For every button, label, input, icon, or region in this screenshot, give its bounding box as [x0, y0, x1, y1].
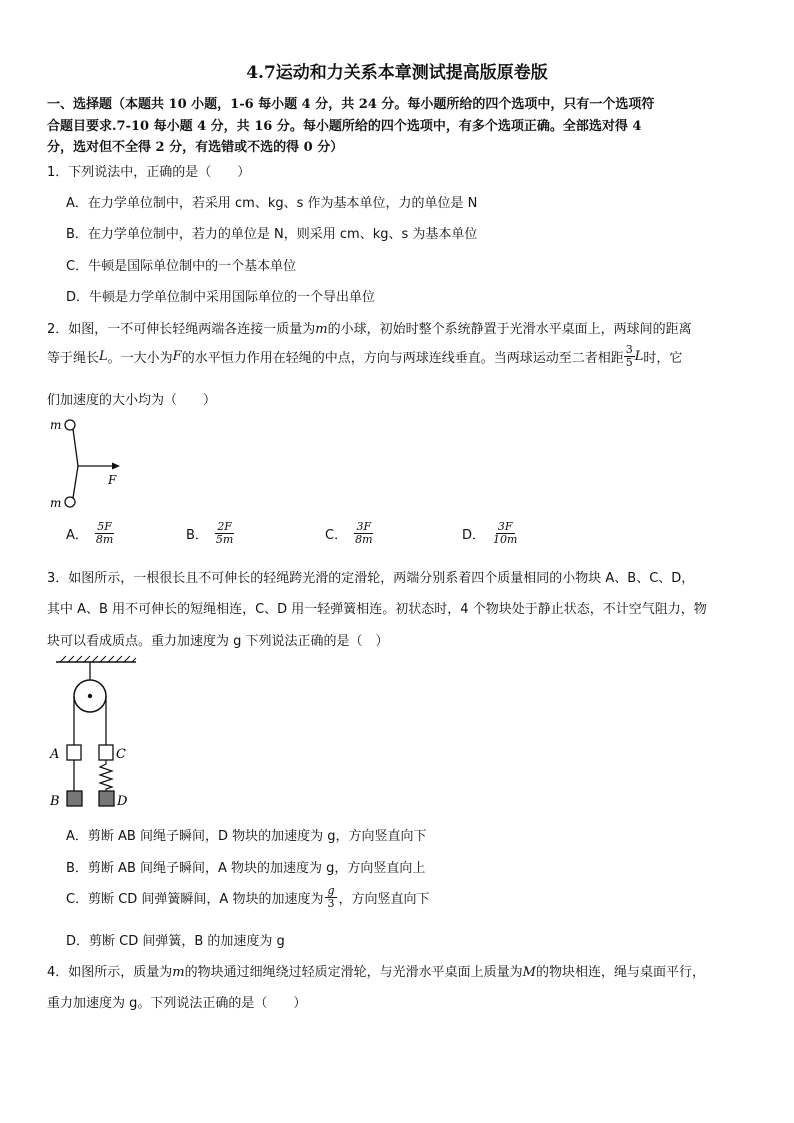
q3c-text: ，方向竖直向下 [338, 892, 430, 907]
q2-text: 的水平恒力作用在轻绳的中点，方向与两球连线垂直。当两球运动至二者相距 [181, 351, 624, 366]
q4-line-2: 重力加速度为 g。下列说法正确的是（ ） [47, 996, 307, 1011]
option-fraction [353, 521, 374, 546]
block-a [67, 745, 81, 760]
rope-upper [73, 429, 78, 466]
q4-text: 的物块相连，绳与桌面平行， [535, 965, 705, 980]
label-c: C [116, 747, 126, 762]
var-m: m [172, 965, 185, 980]
q3c-text: C．剪断 CD 间弹簧瞬间，A 物块的加速度为 [66, 892, 324, 907]
ball-top [65, 420, 75, 430]
var-m: m [315, 322, 328, 337]
q2-option-b [186, 521, 235, 546]
q3-line-2: 其中 A、B 用不可伸长的短绳相连，C、D 用一轻弹簧相连。初状态时，4 个物块处于静止状态，不计空气阻力，物 [47, 602, 707, 617]
q3-option-b: B．剪断 AB 间绳子瞬间，A 物块的加速度为 g，方向竖直向上 [66, 861, 426, 876]
option-fraction [94, 521, 115, 546]
var-L: L [99, 349, 108, 364]
label-b: B [50, 794, 60, 809]
label-m-bottom: m [50, 496, 62, 510]
option-label: D． [462, 528, 486, 543]
force-arrow-head [112, 463, 120, 470]
q1-option-d: D．牛顿是力学单位制中采用国际单位的一个导出单位 [66, 290, 376, 305]
q3-line-1: 3．如图所示，一根很长且不可伸长的轻绳跨光滑的定滑轮，两端分别系着四个质量相同的小物块 A、B、C、D， [47, 571, 695, 586]
q3-figure [44, 652, 144, 812]
label-d: D [117, 794, 128, 809]
spring-cd [100, 760, 112, 791]
option-label: C． [325, 528, 348, 543]
ball-bottom [65, 497, 75, 507]
q2-line-3: 们加速度的大小均为（ ） [47, 393, 217, 408]
q4-line-1 [47, 961, 705, 980]
q1-option-c: C．牛顿是国际单位制中的一个基本单位 [66, 259, 297, 274]
ceiling-hatch [60, 656, 136, 662]
var-F: F [172, 349, 182, 364]
q3-option-d: D．剪断 CD 间弹簧，B 的加速度为 g [66, 934, 285, 949]
pulley-axle [88, 694, 92, 698]
frac-den: 5m [215, 533, 234, 546]
q2-option-d [462, 521, 519, 546]
option-fraction [491, 521, 519, 546]
q4-text: 的物块通过细绳绕过轻质定滑轮，与光滑水平桌面上质量为 [184, 965, 523, 980]
option-fraction [214, 521, 235, 546]
fraction-3-5 [624, 344, 635, 369]
block-d [99, 791, 114, 806]
q2-line-1 [47, 318, 692, 337]
q2-text: 。一大小为 [107, 351, 173, 366]
q3-option-a: A．剪断 AB 间绳子瞬间，D 物块的加速度为 g，方向竖直向下 [66, 829, 427, 844]
q2-figure [44, 414, 134, 512]
frac-num: 3 [625, 343, 633, 356]
page-title: 4.7运动和力关系本章测试提高版原卷版 [246, 63, 548, 83]
option-label: A． [66, 528, 88, 543]
q2-text: 等于绳长 [47, 351, 100, 366]
q1-option-b: B．在力学单位制中，若力的单位是 N，则采用 cm、kg、s 为基本单位 [66, 227, 478, 242]
section-line-1: 一、选择题（本题共 10 小题，1-6 每小题 4 分，共 24 分。每小题所给的四个选项中，只有一个选项符 [47, 97, 655, 112]
frac-num: 2F [217, 520, 232, 533]
q3-option-c [66, 885, 430, 910]
frac-num: g [327, 884, 335, 897]
frac-num: 3F [356, 520, 372, 533]
q2-line-2 [47, 344, 682, 369]
block-b [67, 791, 82, 806]
section-line-3: 分，选对但不全得 2 分，有选错或不选的得 0 分） [47, 140, 344, 155]
q2-option-a [66, 521, 115, 546]
frac-den: 8m [355, 533, 373, 546]
label-m-top: m [50, 418, 62, 432]
rope-lower [73, 466, 78, 498]
q1-stem: 1．下列说法中，正确的是（ ） [47, 165, 251, 180]
frac-num: 5F [97, 520, 112, 533]
frac-den: 10m [493, 533, 518, 546]
q2-text: 2．如图，一不可伸长轻绳两端各连接一质量为 [47, 322, 316, 337]
frac-den: 3 [327, 897, 335, 910]
q2-text: 的小球，初始时整个系统静置于光滑水平桌面上，两球间的距离 [327, 322, 692, 337]
option-label: B． [186, 528, 208, 543]
q2-text: 时，它 [643, 351, 683, 366]
q2-option-c [325, 521, 375, 546]
frac-den: 8m [95, 533, 114, 546]
q4-text: 4．如图所示，质量为 [47, 965, 173, 980]
frac-num: 3F [497, 520, 513, 533]
label-a: A [50, 747, 60, 762]
q3-line-3: 块可以看成质点。重力加速度为 g 下列说法正确的是（ ） [47, 634, 389, 649]
fraction-g-3 [325, 885, 336, 910]
var-L: L [634, 349, 644, 364]
var-M: M [522, 965, 536, 980]
label-F: F [108, 473, 117, 487]
q1-option-a: A．在力学单位制中，若采用 cm、kg、s 作为基本单位，力的单位是 N [66, 196, 478, 211]
block-c [99, 745, 113, 760]
section-line-2: 合题目要求.7-10 每小题 4 分，共 16 分。每小题所给的四个选项中，有多个选项正确。全部选对得 4 [47, 119, 642, 134]
frac-den: 5 [625, 356, 633, 369]
